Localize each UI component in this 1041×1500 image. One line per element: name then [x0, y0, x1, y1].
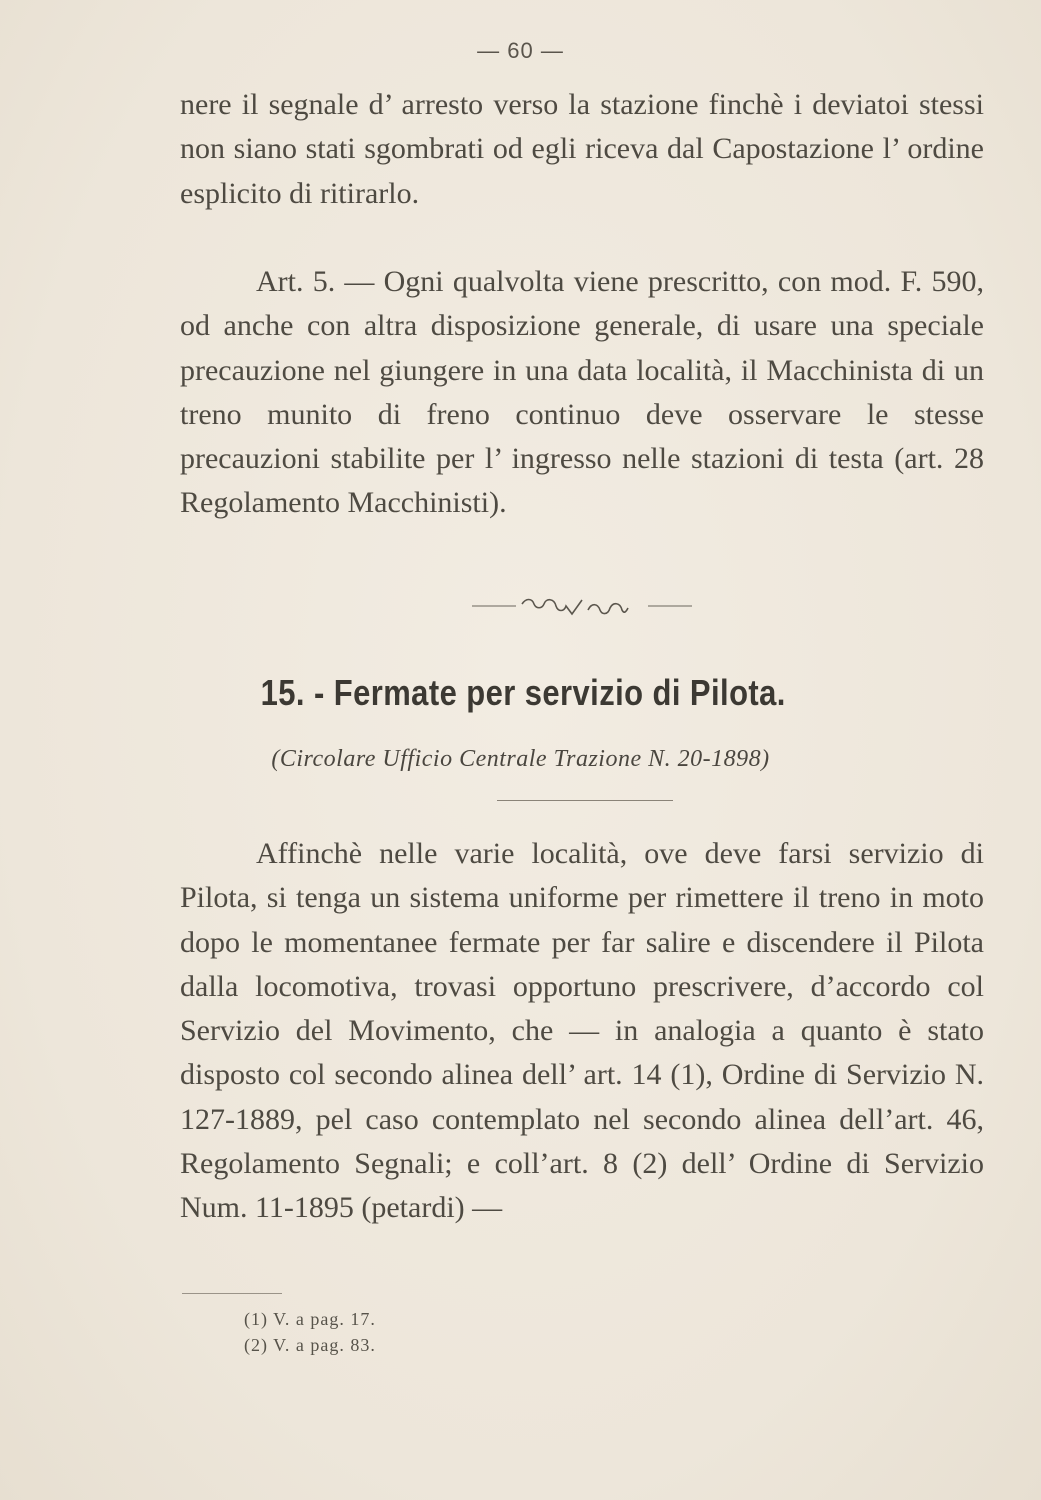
paragraph-continuation: nere il segnale d’ arresto verso la stazione finchè i deviatoi stessi non siano stati sgombrati od egli riceva dal Capostazione l’ ordine esplicito di ritirarlo. — [180, 88, 984, 210]
page-number: — 60 — — [477, 38, 564, 63]
section-15-text: Affinchè nelle varie località, ove deve farsi servizio di Pilota, si tenga un sistema uniforme per rimettere il treno in moto dopo le momentanee fermate per far salire e discendere il Pilota dalla locomotiva, trovasi opportuno prescrivere, d’accordo col Servizio del Movimento, che — in analogia a quanto è stato disposto col secondo alinea dell’ art. 14 (1), Ordine di Servizio N. 127-1889, pel caso contemplato nel secondo alinea dell’art. 46, Regolamento Segnali; e coll’art. 8 (2) dell’ Ordine di Servizio Num. 11-1895 (petardi) — — [180, 837, 984, 1225]
circular-reference: (Circolare Ufficio Centrale Trazione N. 20-1898) — [271, 746, 770, 772]
footnote-2: (2) V. a pag. 83. — [244, 1335, 376, 1355]
ornamental-divider — [472, 590, 692, 622]
footnote-rule — [182, 1293, 282, 1294]
article-5-text: Art. 5. — Ogni qualvolta viene prescritto, con mod. F. 590, od anche con altra disposizione generale, di usare una speciale precauzione nel giungere in una data località, il Macchinista di un treno munito di freno continuo deve osservare le stesse precauzioni stabilite per l’ ingresso nelle stazioni di testa (art. 28 Regolamento Macchinisti). — [180, 265, 984, 520]
paragraph-section-15 — [180, 832, 984, 1231]
footnote-1: (1) V. a pag. 17. — [244, 1309, 376, 1329]
section-title: 15. - Fermate per servizio di Pilota. — [260, 672, 786, 713]
paragraph-article-5 — [180, 260, 984, 526]
section-rule — [497, 800, 673, 801]
footnotes — [244, 1306, 376, 1358]
